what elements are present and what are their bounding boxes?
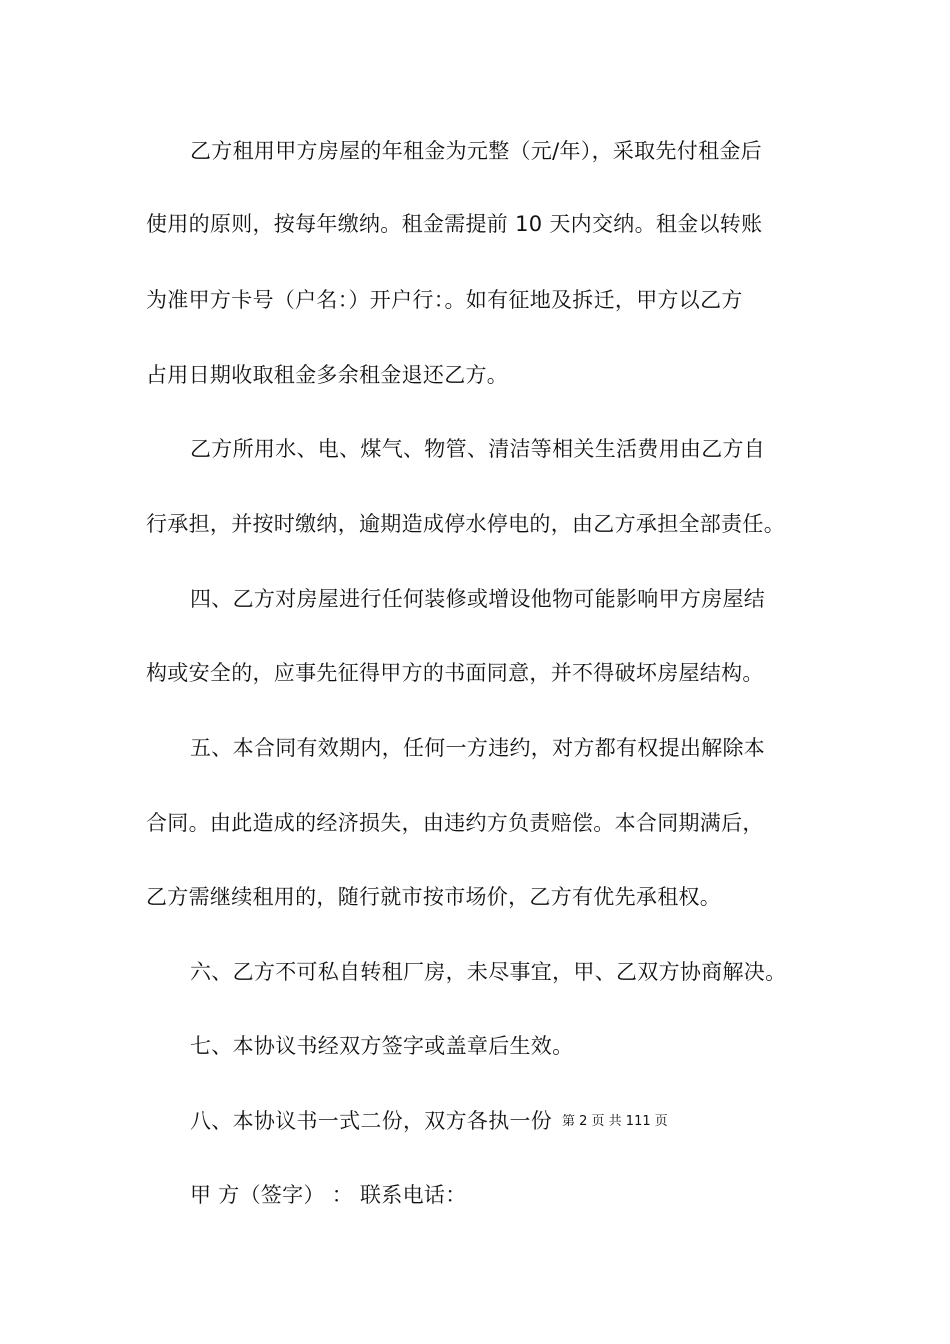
clause-6-line: 六、乙方不可私自转租厂房，未尽事宜，甲、乙双方协商解决。 (190, 960, 787, 984)
paragraph-line: 行承担，并按时缴纳，逾期造成停水停电的，由乙方承担全部责任。 (146, 512, 785, 536)
paragraph-line: 乙方需继续租用的，随行就市按市场价，乙方有优先承租权。 (146, 885, 722, 909)
clause-7-line: 七、本协议书经双方签字或盖章后生效。 (190, 1034, 574, 1058)
paragraph-line: 使用的原则，按每年缴纳。租金需提前 10 天内交纳。租金以转账 (146, 212, 763, 236)
page-number: 第 2 页 共 111 页 (562, 1114, 668, 1129)
signature-line: 甲 方（签字） ： 联系电话： (190, 1183, 467, 1207)
paragraph-line: 为准甲方卡号（户名：）开户行：。如有征地及拆迁，甲方以乙方 (146, 288, 743, 312)
paragraph-line: 乙方租用甲方房屋的年租金为元整（元/年），采取先付租金后 (190, 139, 762, 163)
clause-8-line: 八、本协议书一式二份，双方各执一份 (190, 1109, 553, 1133)
paragraph-line: 占用日期收取租金多余租金退还乙方。 (146, 363, 509, 387)
paragraph-line: 构或安全的，应事先征得甲方的书面同意，并不得破坏房屋结构。 (146, 661, 764, 685)
clause-4-line: 四、乙方对房屋进行任何装修或增设他物可能影响甲方房屋结 (190, 587, 766, 611)
paragraph-line: 合同。由此造成的经济损失，由违约方负责赔偿。本合同期满后， (146, 811, 764, 835)
paragraph-line: 乙方所用水、电、煤气、物管、清洁等相关生活费用由乙方自 (190, 437, 766, 461)
clause-5-line: 五、本合同有效期内，任何一方违约，对方都有权提出解除本 (190, 736, 766, 760)
